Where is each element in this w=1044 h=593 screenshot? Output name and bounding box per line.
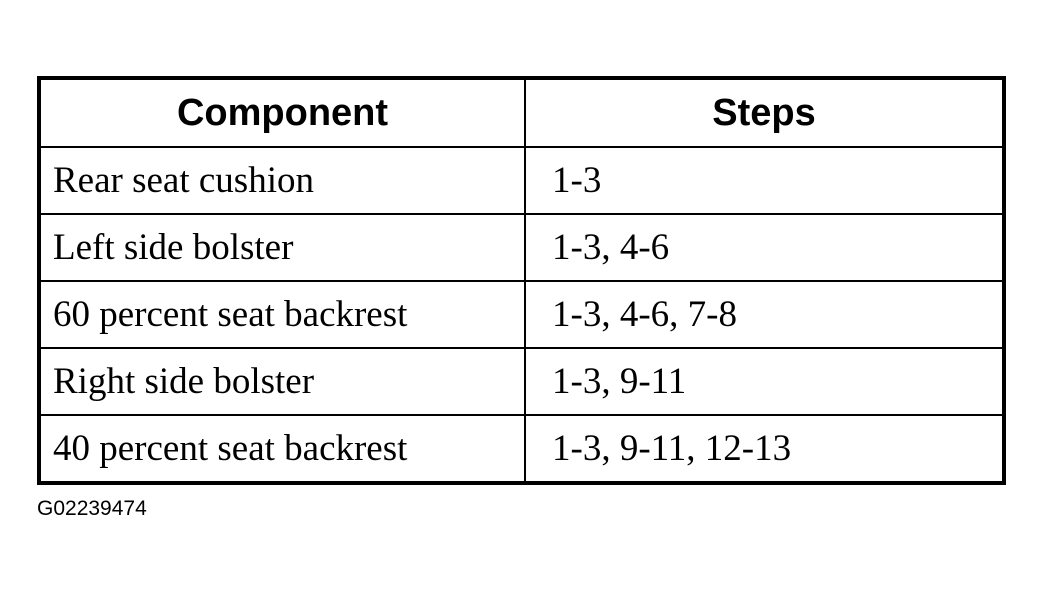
component-steps-table — [37, 76, 1006, 485]
table-row — [39, 147, 1004, 214]
steps-cell: 1-3, 4-6 — [525, 214, 1004, 281]
component-cell: 60 percent seat backrest — [39, 281, 525, 348]
table-row — [39, 281, 1004, 348]
steps-cell: 1-3, 9-11, 12-13 — [525, 415, 1004, 483]
steps-cell: 1-3, 9-11 — [525, 348, 1004, 415]
component-cell: Rear seat cushion — [39, 147, 525, 214]
steps-cell: 1-3 — [525, 147, 1004, 214]
table-row — [39, 348, 1004, 415]
table-header-row — [39, 78, 1004, 147]
figure-id-label: G02239474 — [37, 497, 147, 520]
steps-cell: 1-3, 4-6, 7-8 — [525, 281, 1004, 348]
component-cell: Left side bolster — [39, 214, 525, 281]
column-header-component: Component — [39, 78, 525, 147]
column-header-steps: Steps — [525, 78, 1004, 147]
table-row — [39, 214, 1004, 281]
table-row — [39, 415, 1004, 483]
component-cell: 40 percent seat backrest — [39, 415, 525, 483]
component-cell: Right side bolster — [39, 348, 525, 415]
